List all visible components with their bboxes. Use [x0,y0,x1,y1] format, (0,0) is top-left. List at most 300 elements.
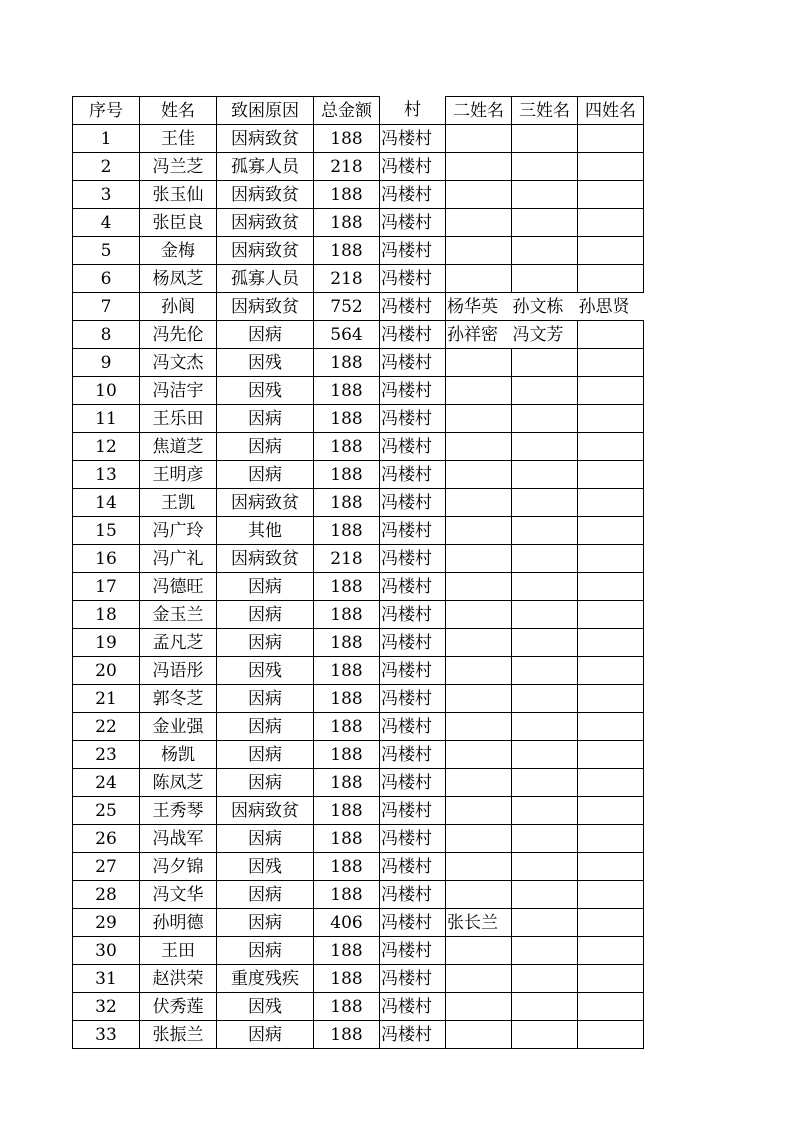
fourth-name [578,1021,644,1049]
hardship-reason: 因病 [217,741,314,769]
total-amount: 188 [314,965,380,993]
person-name: 张振兰 [140,1021,217,1049]
person-name: 孟凡芝 [140,629,217,657]
row-index: 17 [73,573,140,601]
village: 冯楼村 [380,293,446,321]
third-name [512,853,578,881]
total-amount: 188 [314,237,380,265]
person-name: 冯文杰 [140,349,217,377]
row-index: 3 [73,181,140,209]
total-amount: 188 [314,181,380,209]
hardship-reason: 因病致贫 [217,125,314,153]
total-amount: 188 [314,825,380,853]
second-name [446,489,512,517]
table-row [73,209,644,237]
village: 冯楼村 [380,209,446,237]
row-index: 26 [73,825,140,853]
row-index: 10 [73,377,140,405]
third-name [512,125,578,153]
fourth-name [578,965,644,993]
table-row [73,181,644,209]
hardship-reason: 因病 [217,685,314,713]
total-amount: 188 [314,797,380,825]
third-name [512,181,578,209]
fourth-name [578,153,644,181]
total-amount: 188 [314,881,380,909]
third-name: 孙文栋 [512,293,578,321]
total-amount: 406 [314,909,380,937]
village: 冯楼村 [380,881,446,909]
hardship-reason: 因残 [217,853,314,881]
second-name [446,825,512,853]
third-name [512,405,578,433]
fourth-name [578,461,644,489]
table-row [73,769,644,797]
row-index: 18 [73,601,140,629]
village: 冯楼村 [380,321,446,349]
table-row [73,993,644,1021]
third-name [512,545,578,573]
total-amount: 188 [314,629,380,657]
third-name [512,909,578,937]
header-third-name: 三姓名 [512,97,578,125]
village: 冯楼村 [380,265,446,293]
row-index: 12 [73,433,140,461]
third-name [512,237,578,265]
row-index: 32 [73,993,140,1021]
person-name: 张臣良 [140,209,217,237]
hardship-reason: 其他 [217,517,314,545]
second-name [446,713,512,741]
row-index: 2 [73,153,140,181]
row-index: 9 [73,349,140,377]
row-index: 16 [73,545,140,573]
third-name [512,629,578,657]
village: 冯楼村 [380,797,446,825]
second-name [446,937,512,965]
row-index: 6 [73,265,140,293]
hardship-reason: 因病 [217,937,314,965]
total-amount: 188 [314,125,380,153]
table-row [73,293,644,321]
fourth-name [578,573,644,601]
fourth-name [578,713,644,741]
person-name: 冯广礼 [140,545,217,573]
table-row [73,349,644,377]
table-row [73,321,644,349]
person-name: 杨凤芝 [140,265,217,293]
fourth-name [578,237,644,265]
hardship-reason: 因病 [217,881,314,909]
header-name: 姓名 [140,97,217,125]
village: 冯楼村 [380,685,446,713]
fourth-name [578,349,644,377]
hardship-reason: 因病 [217,433,314,461]
village: 冯楼村 [380,657,446,685]
person-name: 王田 [140,937,217,965]
table-row [73,909,644,937]
person-name: 金玉兰 [140,601,217,629]
person-name: 焦道芝 [140,433,217,461]
fourth-name [578,377,644,405]
village: 冯楼村 [380,405,446,433]
village: 冯楼村 [380,741,446,769]
hardship-reason: 因病 [217,769,314,797]
third-name: 冯文芳 [512,321,578,349]
third-name [512,965,578,993]
village: 冯楼村 [380,629,446,657]
third-name [512,517,578,545]
second-name [446,461,512,489]
second-name [446,545,512,573]
third-name [512,797,578,825]
village: 冯楼村 [380,125,446,153]
person-name: 冯广玲 [140,517,217,545]
row-index: 22 [73,713,140,741]
fourth-name [578,125,644,153]
person-name: 冯先伦 [140,321,217,349]
village: 冯楼村 [380,1021,446,1049]
row-index: 24 [73,769,140,797]
hardship-reason: 因残 [217,349,314,377]
village: 冯楼村 [380,377,446,405]
second-name [446,433,512,461]
third-name [512,685,578,713]
second-name [446,517,512,545]
village: 冯楼村 [380,909,446,937]
total-amount: 188 [314,377,380,405]
hardship-reason: 因残 [217,657,314,685]
table-row [73,433,644,461]
total-amount: 188 [314,853,380,881]
village: 冯楼村 [380,825,446,853]
person-name: 王佳 [140,125,217,153]
fourth-name [578,797,644,825]
third-name [512,433,578,461]
total-amount: 188 [314,517,380,545]
row-index: 8 [73,321,140,349]
village: 冯楼村 [380,573,446,601]
third-name [512,769,578,797]
third-name [512,377,578,405]
hardship-reason: 因病 [217,909,314,937]
person-name: 王明彦 [140,461,217,489]
third-name [512,657,578,685]
hardship-reason: 因病 [217,321,314,349]
fourth-name [578,881,644,909]
fourth-name [578,937,644,965]
hardship-reason: 因残 [217,993,314,1021]
village: 冯楼村 [380,237,446,265]
table-row [73,881,644,909]
table-row [73,545,644,573]
table-row [73,1021,644,1049]
person-name: 陈凤芝 [140,769,217,797]
table-row [73,601,644,629]
second-name [446,237,512,265]
third-name [512,881,578,909]
fourth-name [578,433,644,461]
total-amount: 564 [314,321,380,349]
hardship-reason: 孤寡人员 [217,265,314,293]
fourth-name [578,825,644,853]
row-index: 25 [73,797,140,825]
village: 冯楼村 [380,517,446,545]
third-name [512,349,578,377]
table-row [73,237,644,265]
row-index: 1 [73,125,140,153]
hardship-reason: 因病致贫 [217,545,314,573]
third-name [512,1021,578,1049]
second-name [446,601,512,629]
person-name: 王凯 [140,489,217,517]
row-index: 7 [73,293,140,321]
second-name [446,993,512,1021]
hardship-reason: 因病 [217,629,314,657]
second-name: 张长兰 [446,909,512,937]
row-index: 30 [73,937,140,965]
hardship-reason: 因病致贫 [217,181,314,209]
village: 冯楼村 [380,153,446,181]
header-index: 序号 [73,97,140,125]
person-name: 孙明德 [140,909,217,937]
total-amount: 188 [314,1021,380,1049]
third-name [512,713,578,741]
village: 冯楼村 [380,461,446,489]
row-index: 14 [73,489,140,517]
person-name: 冯兰芝 [140,153,217,181]
person-name: 孙阆 [140,293,217,321]
second-name [446,881,512,909]
person-name: 张玉仙 [140,181,217,209]
fourth-name [578,769,644,797]
hardship-reason: 因病 [217,601,314,629]
third-name [512,741,578,769]
total-amount: 188 [314,461,380,489]
row-index: 27 [73,853,140,881]
fourth-name [578,853,644,881]
fourth-name [578,629,644,657]
village: 冯楼村 [380,937,446,965]
second-name [446,573,512,601]
row-index: 19 [73,629,140,657]
table-row [73,937,644,965]
total-amount: 188 [314,713,380,741]
fourth-name [578,265,644,293]
fourth-name [578,741,644,769]
person-name: 王秀琴 [140,797,217,825]
table-row [73,405,644,433]
third-name [512,209,578,237]
header-reason: 致困原因 [217,97,314,125]
village: 冯楼村 [380,993,446,1021]
village: 冯楼村 [380,853,446,881]
person-name: 冯德旺 [140,573,217,601]
table-row [73,685,644,713]
village: 冯楼村 [380,349,446,377]
person-name: 冯战军 [140,825,217,853]
third-name [512,573,578,601]
row-index: 23 [73,741,140,769]
third-name [512,937,578,965]
total-amount: 188 [314,209,380,237]
second-name [446,265,512,293]
person-name: 杨凯 [140,741,217,769]
table-row [73,265,644,293]
table-row [73,517,644,545]
hardship-reason: 因病 [217,1021,314,1049]
table-row [73,741,644,769]
fourth-name [578,209,644,237]
row-index: 28 [73,881,140,909]
second-name [446,125,512,153]
header-village: 村 [404,100,421,121]
total-amount: 188 [314,993,380,1021]
header-row [73,97,644,125]
village: 冯楼村 [380,433,446,461]
row-index: 20 [73,657,140,685]
table-row [73,125,644,153]
header-second-name: 二姓名 [446,97,512,125]
table-row [73,853,644,881]
fourth-name [578,489,644,517]
person-name: 王乐田 [140,405,217,433]
second-name [446,1021,512,1049]
fourth-name [578,909,644,937]
table-row [73,713,644,741]
row-index: 33 [73,1021,140,1049]
total-amount: 188 [314,349,380,377]
hardship-reason: 因病致贫 [217,209,314,237]
total-amount: 188 [314,405,380,433]
hardship-reason: 因病 [217,461,314,489]
village: 冯楼村 [380,489,446,517]
table-row [73,377,644,405]
village: 冯楼村 [380,965,446,993]
total-amount: 188 [314,741,380,769]
second-name [446,965,512,993]
hardship-reason: 因病致贫 [217,293,314,321]
hardship-reason: 因病 [217,405,314,433]
row-index: 15 [73,517,140,545]
hardship-reason: 孤寡人员 [217,153,314,181]
hardship-reason: 因病致贫 [217,797,314,825]
row-index: 29 [73,909,140,937]
person-name: 冯洁宇 [140,377,217,405]
fourth-name [578,657,644,685]
second-name [446,209,512,237]
table-row [73,573,644,601]
total-amount: 218 [314,153,380,181]
village: 冯楼村 [380,769,446,797]
second-name [446,741,512,769]
village: 冯楼村 [380,713,446,741]
third-name [512,993,578,1021]
total-amount: 188 [314,433,380,461]
fourth-name [578,545,644,573]
fourth-name [578,517,644,545]
table-row [73,153,644,181]
fourth-name: 孙思贤 [578,293,644,321]
total-amount: 752 [314,293,380,321]
second-name [446,797,512,825]
hardship-reason: 因病致贫 [217,489,314,517]
table-row [73,629,644,657]
total-amount: 188 [314,489,380,517]
total-amount: 188 [314,685,380,713]
table-row [73,965,644,993]
village: 冯楼村 [380,601,446,629]
total-amount: 218 [314,265,380,293]
second-name [446,377,512,405]
person-name: 金业强 [140,713,217,741]
total-amount: 218 [314,545,380,573]
fourth-name [578,321,644,349]
hardship-reason: 重度残疾 [217,965,314,993]
second-name [446,685,512,713]
second-name [446,405,512,433]
total-amount: 188 [314,657,380,685]
table-row [73,825,644,853]
table-row [73,797,644,825]
person-name: 冯文华 [140,881,217,909]
second-name [446,657,512,685]
row-index: 13 [73,461,140,489]
person-name: 郭冬芝 [140,685,217,713]
person-name: 冯语彤 [140,657,217,685]
total-amount: 188 [314,573,380,601]
person-name: 伏秀莲 [140,993,217,1021]
second-name [446,349,512,377]
fourth-name [578,181,644,209]
hardship-reason: 因病 [217,825,314,853]
second-name [446,181,512,209]
hardship-reason: 因病 [217,573,314,601]
fourth-name [578,685,644,713]
third-name [512,825,578,853]
person-name: 赵洪荣 [140,965,217,993]
village: 冯楼村 [380,181,446,209]
third-name [512,489,578,517]
table-row [73,461,644,489]
table-row [73,489,644,517]
row-index: 31 [73,965,140,993]
second-name [446,769,512,797]
second-name [446,153,512,181]
village: 冯楼村 [380,545,446,573]
third-name [512,153,578,181]
total-amount: 188 [314,937,380,965]
third-name [512,265,578,293]
person-name: 冯夕锦 [140,853,217,881]
table-row [73,657,644,685]
total-amount: 188 [314,769,380,797]
third-name [512,601,578,629]
hardship-reason: 因病致贫 [217,237,314,265]
second-name: 杨华英 [446,293,512,321]
fourth-name [578,405,644,433]
fourth-name [578,993,644,1021]
fourth-name [578,601,644,629]
total-amount: 188 [314,601,380,629]
header-amount: 总金额 [314,97,380,125]
row-index: 21 [73,685,140,713]
row-index: 4 [73,209,140,237]
row-index: 11 [73,405,140,433]
relief-roster-table [72,96,644,1049]
person-name: 金梅 [140,237,217,265]
header-fourth-name: 四姓名 [578,97,644,125]
